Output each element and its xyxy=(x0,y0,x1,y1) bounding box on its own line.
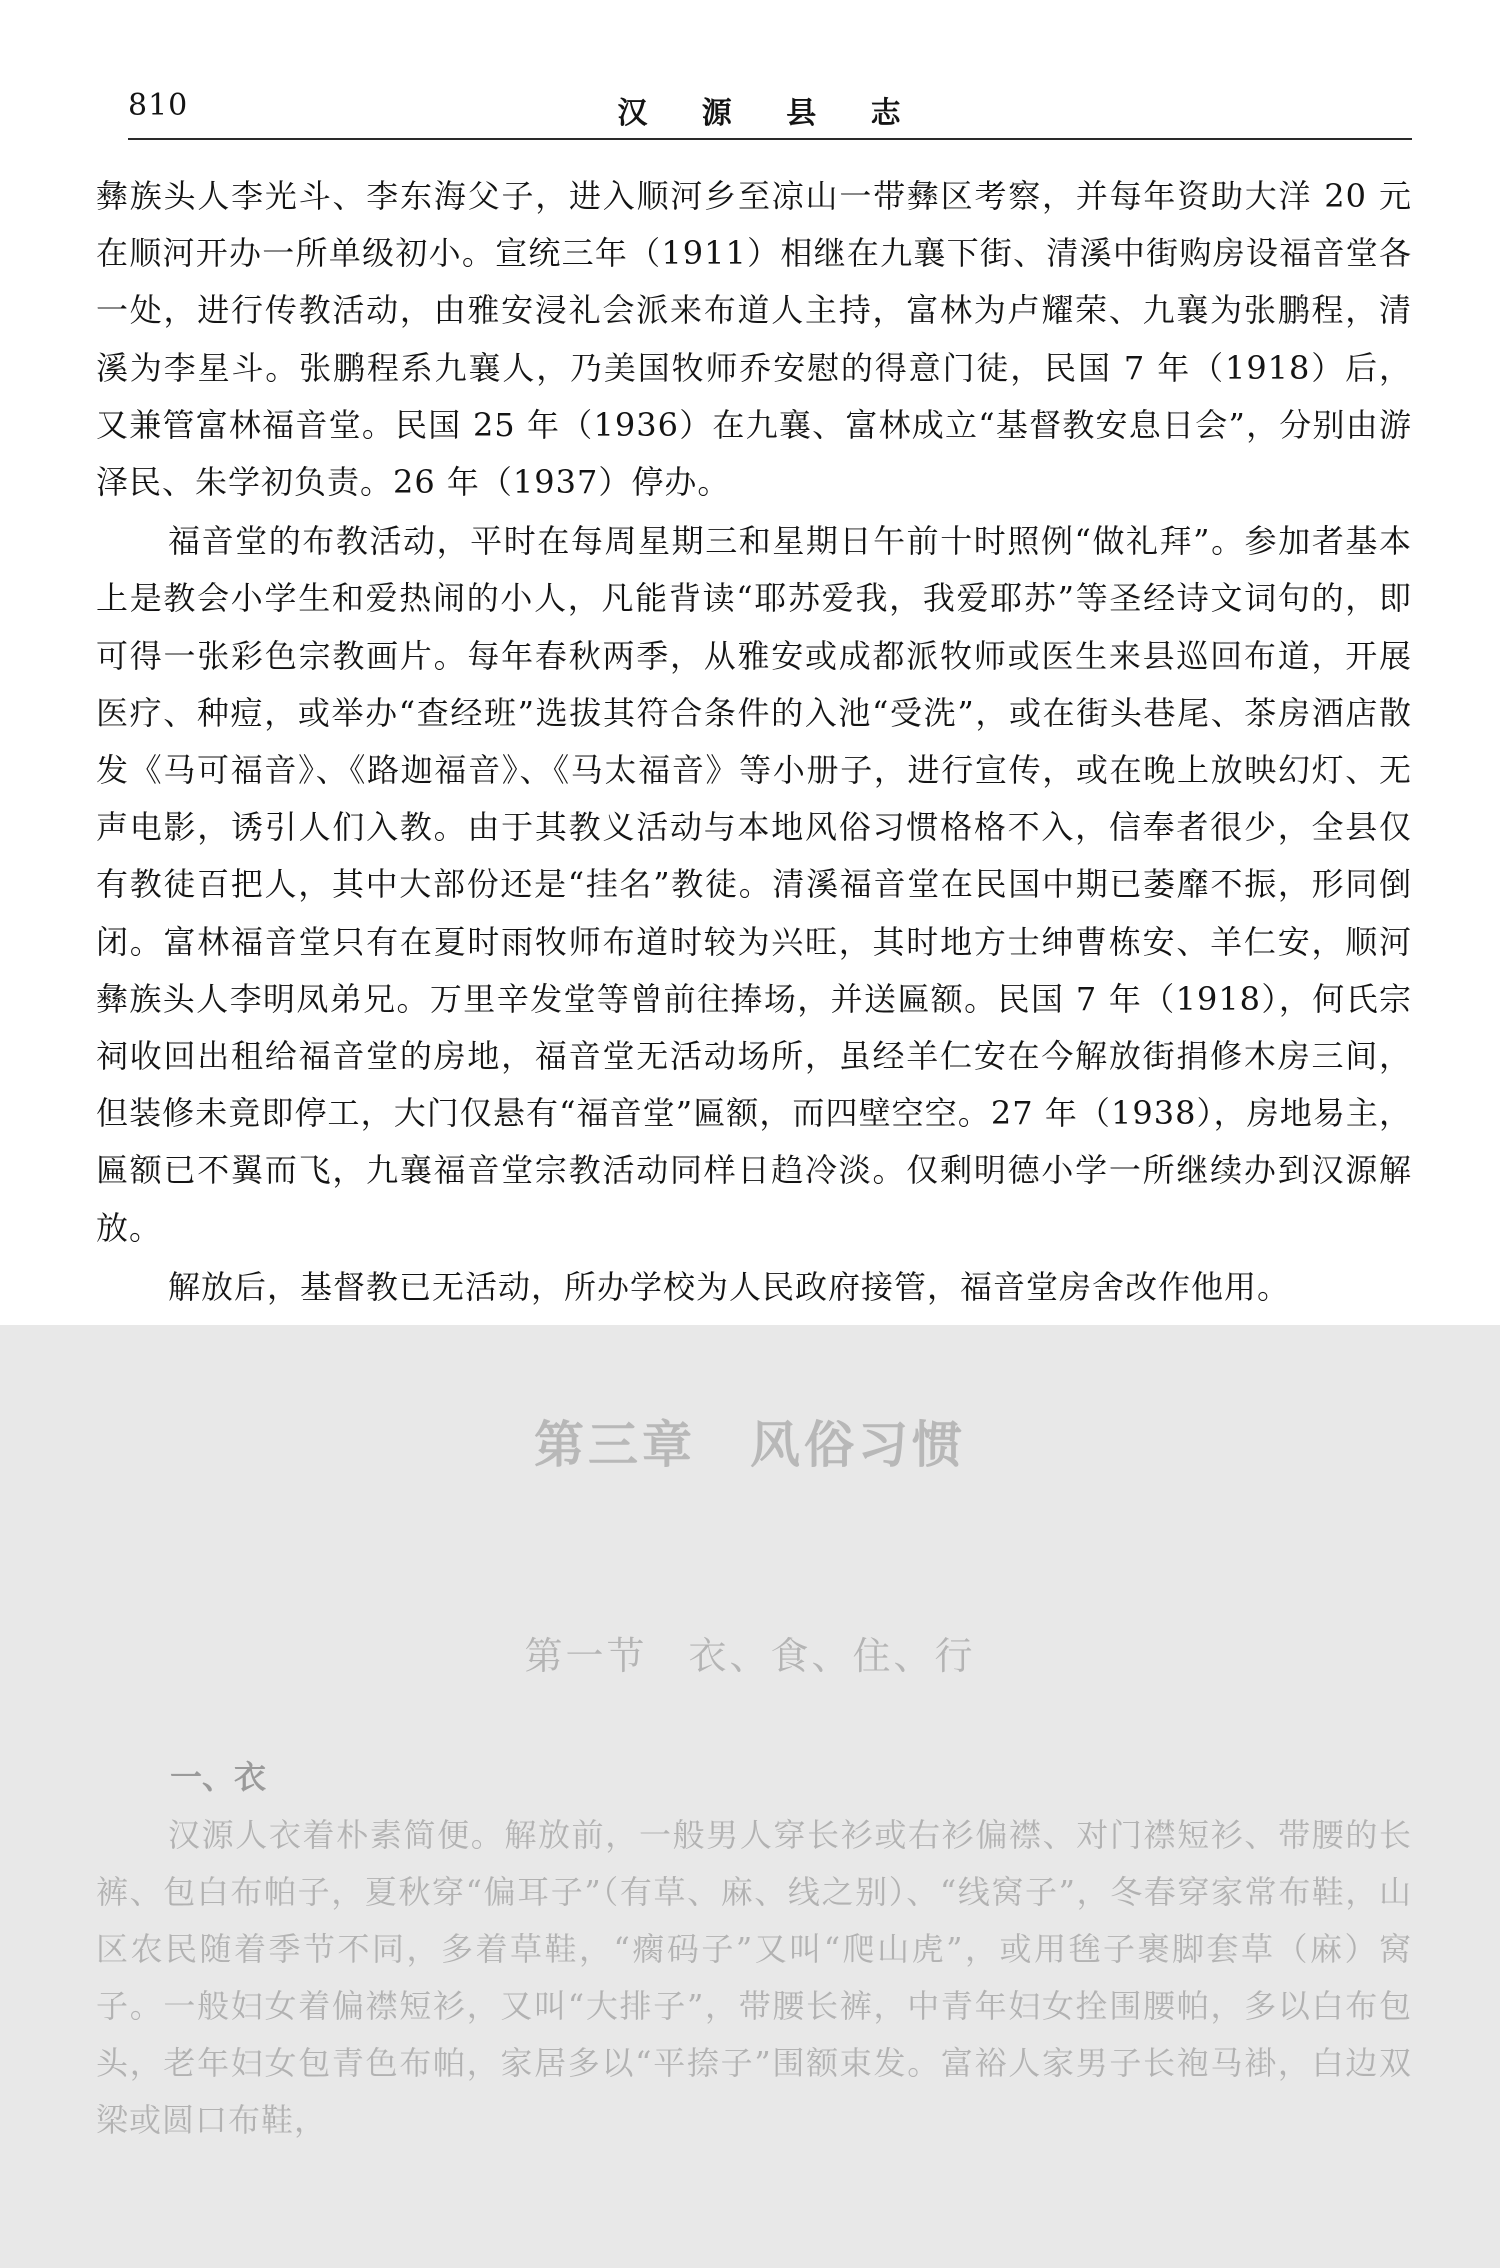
page-number: 810 xyxy=(128,88,189,123)
paragraph-continued: 彝族头人李光斗、李东海父子，进入顺河乡至凉山一带彝区考察，并每年资助大洋 20 元在顺河开办一所单级初小。宣统三年（1911）相继在九襄下街、清溪中街购房设福音堂各一处，进行传教活动，由雅安浸礼会派来布道人主持，富林为卢耀荣、九襄为张鹏程，清溪为李星斗。张鹏程系九襄人，乃美国牧师乔安慰的得意门徒，民国 7 年（1918）后，又兼管富林福音堂。民国 25 年（1936）在九襄、富林成立“基督教安息日会”，分别由游泽民、朱学初负责。26 年（1937）停办。 xyxy=(96,177,1412,502)
paragraph-clothing: 汉源人衣着朴素简便。解放前，一般男人穿长衫或右衫偏襟、对门襟短衫、带腰的长裤、包白布帕子，夏秋穿“偏耳子”（有草、麻、线之别）、“线窝子”，冬春穿家常布鞋，山区农民随着季节不同，多着草鞋，“瘸码子”又叫“爬山虎”，或用毪子裹脚套草（麻）窝子。一般妇女着偏襟短衫，又叫“大排子”，带腰长裤，中青年妇女拴围腰帕，多以白布包头，老年妇女包青色布帕，家居多以“平捺子”围额束发。富裕人家男子长袍马褂，白边双梁或圆口布鞋， xyxy=(96,1816,1412,2139)
page-header xyxy=(128,80,1412,140)
body-text-upper xyxy=(96,168,1412,1316)
body-text-lower xyxy=(96,1807,1412,2149)
paragraph-after-liberation: 解放后，基督教已无活动，所办学校为人民政府接管，福音堂房舍改作他用。 xyxy=(168,1267,1291,1306)
paragraph-gospel-hall-activities: 福音堂的布教活动，平时在每周星期三和星期日午前十时照例“做礼拜”。参加者基本上是教会小学生和爱热闹的小人，凡能背读“耶苏爱我，我爱耶苏”等圣经诗文词句的，即可得一张彩色宗教画片。每年春秋两季，从雅安或成都派牧师或医生来县巡回布道，开展医疗、种痘，或举办“查经班”选拔其符合条件的入池“受洗”，或在街头巷尾、茶房酒店散发《马可福音》、《路迦福音》、《马太福音》等小册子，进行宣传，或在晚上放映幻灯、无声电影，诱引人们入教。由于其教义活动与本地风俗习惯格格不入，信奉者很少，全县仅有教徒百把人，其中大部份还是“挂名”教徒。清溪福音堂在民国中期已萎靡不振，形同倒闭。富林福音堂只有在夏时雨牧师布道时较为兴旺，其时地方士绅曹栋安、羊仁安，顺河彝族头人李明凤弟兄。万里辛发堂等曾前往捧场，并送匾额。民国 7 年（1918），何氏宗祠收回出租给福音堂的房地，福音堂无活动场所，虽经羊仁安在今解放街捐修木房三间，但装修未竟即停工，大门仅悬有“福音堂”匾额，而四壁空空。27 年（1938），房地易主，匾额已不翼而飞，九襄福音堂宗教活动同样日趋冷淡。仅剩明德小学一所继续办到汉源解放。 xyxy=(96,522,1412,1247)
book-title: 汉 源 县 志 xyxy=(617,96,923,131)
chapter-title: 第三章 风俗习惯 xyxy=(534,1416,966,1474)
subsection-title: 一、衣 xyxy=(170,1758,267,1796)
section-title: 第一节 衣、食、住、行 xyxy=(524,1634,976,1678)
